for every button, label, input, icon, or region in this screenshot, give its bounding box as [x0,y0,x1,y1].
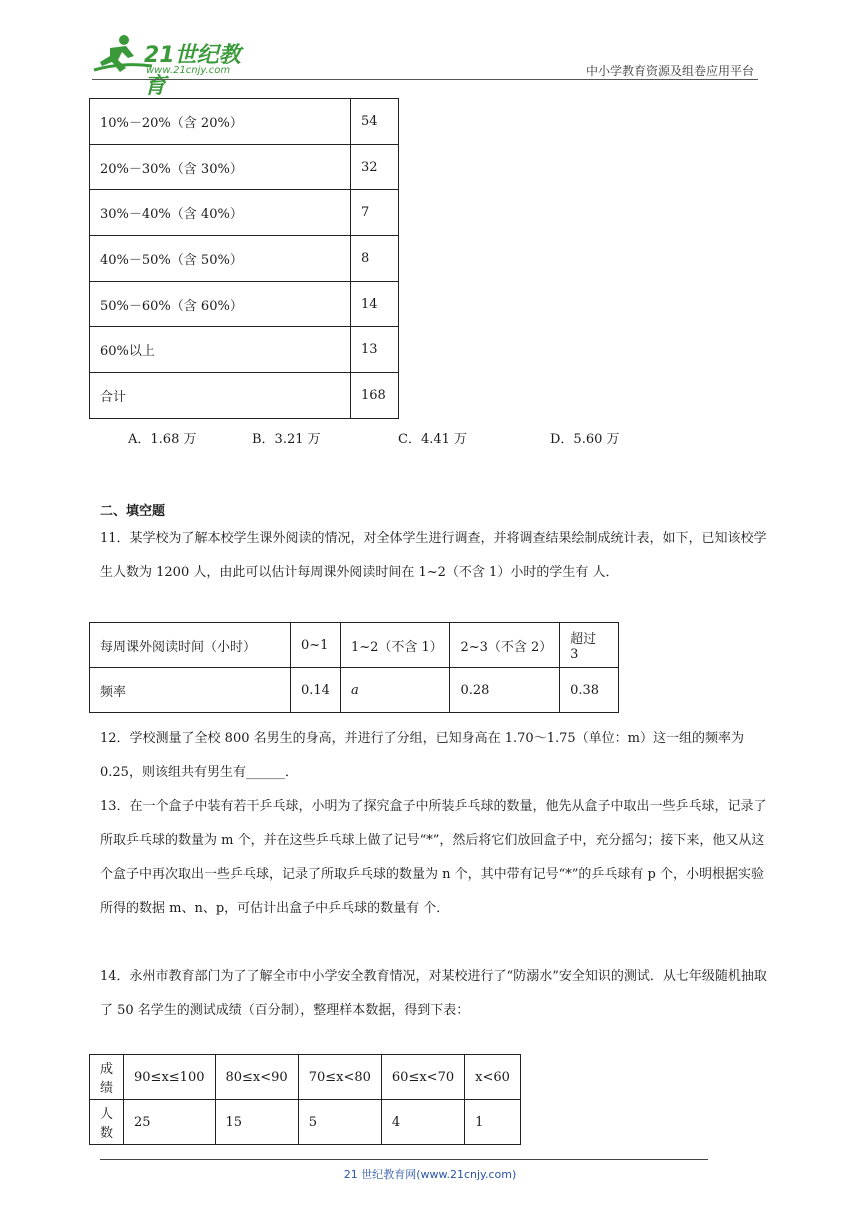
question-11: 11．某学校为了解本校学生课外阅读的情况，对全体学生进行调查，并将调查结果绘制成统计表，如下，已知该校学生人数为 1200 人，由此可以估计每周课外阅读时间在 1~2（不含 1）小时的学生有 人． [100,531,767,580]
question-12: 12．学校测量了全校 800 名男生的身高，并进行了分组，已知身高在 1.70～1.75（单位：m）这一组的频率为 0.25，则该组共有男生有______． [100,731,744,780]
table-row: 30%－40%（含 40%） 7 [90,190,399,236]
logo-title: 21世纪教育 [144,43,241,99]
table-row: 50%－60%（含 60%） 14 [90,281,399,327]
option-a: A．1.68 万 [128,432,197,447]
table-row: 20%－30%（含 30%） 32 [90,144,399,190]
table-header-row: 成绩 90≤x≤100 80≤x<90 70≤x<80 60≤x<70 x<60 [90,1055,521,1100]
option-d: D．5.60 万 [550,432,620,447]
table-row: 人数 25 15 5 4 1 [90,1100,521,1145]
question-14: 14．永州市教育部门为了了解全市中小学安全教育情况，对某校进行了“防溺水”安全知识的测试．从七年级随机抽取了 50 名学生的测试成绩（百分制），整理样本数据，得到下表： [100,969,767,1018]
logo-url: www.21cnjy.com [146,65,231,76]
footer-link[interactable]: 21 世纪教育网(www.21cnjy.com) [343,1168,517,1181]
table-row: 合计 168 [90,373,399,419]
header-divider [92,79,758,80]
footer-divider [100,1159,708,1160]
table-row: 60%以上 13 [90,327,399,373]
percent-table [89,98,399,419]
site-logo [92,32,262,99]
header-platform-text: 中小学教育资源及组卷应用平台 [585,64,754,78]
option-c: C．4.41 万 [398,432,468,447]
reading-time-table [89,622,619,713]
table-header-row: 每周课外阅读时间（小时） 0~1 1~2（不含 1） 2~3（不含 2） 超过 3 [90,623,619,668]
option-b: B．3.21 万 [252,432,321,447]
table-row: 频率 0.14 a 0.28 0.38 [90,668,619,713]
section-title: 二、填空题 [100,504,166,519]
question-13: 13．在一个盒子中装有若干乒乓球，小明为了探究盒子中所装乒乓球的数量，他先从盒子中取出一些乒乓球，记录了所取乒乓球的数量为 m 个，并在这些乒乓球上做了记号“*”，然后将它们放回盒子中，充分摇匀；接下来，他又从这个盒子中再次取出一些乒乓球，记录了所取乒乓球的数量为 n 个，其中带有记号“*”的乒乓球有 p 个，小明根据实验所得的数据 m、n、p，可估计出盒子中乒乓球的数量有 个． [100,799,767,916]
table-row: 10%－20%（含 20%） 54 [90,99,399,145]
score-table [89,1054,521,1145]
table-row: 40%－50%（含 50%） 8 [90,236,399,282]
